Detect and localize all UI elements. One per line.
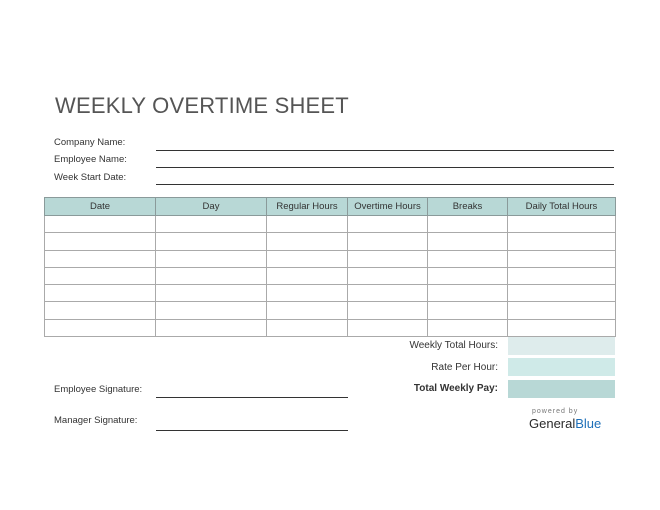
cell-day[interactable] [156,319,267,336]
cell-overtime-hours[interactable] [348,250,428,267]
cell-breaks[interactable] [428,267,508,284]
cell-day[interactable] [156,216,267,233]
cell-day[interactable] [156,302,267,319]
cell-daily-total-hours[interactable] [508,250,616,267]
cell-overtime-hours[interactable] [348,302,428,319]
weekly-total-hours-field[interactable] [508,337,615,355]
week-start-date-field[interactable] [156,184,614,185]
total-weekly-pay-field[interactable] [508,380,615,398]
cell-date[interactable] [45,285,156,302]
cell-overtime-hours[interactable] [348,319,428,336]
column-header-overtime-hours: Overtime Hours [348,198,428,216]
cell-daily-total-hours[interactable] [508,216,616,233]
employee-signature-field[interactable] [156,397,348,398]
cell-date[interactable] [45,216,156,233]
cell-breaks[interactable] [428,233,508,250]
column-header-date: Date [45,198,156,216]
cell-daily-total-hours[interactable] [508,319,616,336]
cell-regular-hours[interactable] [267,285,348,302]
page-title: WEEKLY OVERTIME SHEET [55,93,349,118]
table-row [45,302,616,319]
cell-daily-total-hours[interactable] [508,302,616,319]
week-start-date-label: Week Start Date: [54,172,127,183]
table-row [45,285,616,302]
cell-day[interactable] [156,267,267,284]
cell-regular-hours[interactable] [267,233,348,250]
cell-regular-hours[interactable] [267,319,348,336]
cell-daily-total-hours[interactable] [508,267,616,284]
company-name-field[interactable] [156,150,614,151]
cell-regular-hours[interactable] [267,250,348,267]
brand-blue-text: Blue [575,416,602,431]
cell-overtime-hours[interactable] [348,233,428,250]
column-header-day: Day [156,198,267,216]
cell-date[interactable] [45,233,156,250]
table-row [45,233,616,250]
cell-overtime-hours[interactable] [348,285,428,302]
column-header-regular-hours: Regular Hours [267,198,348,216]
cell-breaks[interactable] [428,319,508,336]
weekly-total-hours-label: Weekly Total Hours: [409,340,498,351]
brand-general-text: General [529,416,576,431]
rate-per-hour-label: Rate Per Hour: [431,362,498,373]
column-header-breaks: Breaks [428,198,508,216]
employee-signature-label: Employee Signature: [54,384,143,395]
cell-day[interactable] [156,250,267,267]
cell-date[interactable] [45,267,156,284]
cell-date[interactable] [45,250,156,267]
total-weekly-pay-label: Total Weekly Pay: [413,383,498,394]
rate-per-hour-field[interactable] [508,358,615,376]
table-row [45,216,616,233]
employee-name-label: Employee Name: [54,154,127,165]
cell-regular-hours[interactable] [267,216,348,233]
cell-regular-hours[interactable] [267,267,348,284]
table-row [45,250,616,267]
cell-breaks[interactable] [428,216,508,233]
table-row [45,319,616,336]
cell-regular-hours[interactable] [267,302,348,319]
powered-by-text: powered by [532,408,579,415]
table-row [45,267,616,284]
manager-signature-label: Manager Signature: [54,415,138,426]
cell-day[interactable] [156,285,267,302]
cell-breaks[interactable] [428,250,508,267]
company-name-label: Company Name: [54,137,126,148]
cell-daily-total-hours[interactable] [508,233,616,250]
cell-overtime-hours[interactable] [348,216,428,233]
overtime-table [44,197,616,337]
employee-name-field[interactable] [156,167,614,168]
cell-date[interactable] [45,302,156,319]
generalblue-logo [529,416,601,431]
cell-day[interactable] [156,233,267,250]
cell-overtime-hours[interactable] [348,267,428,284]
column-header-daily-total-hours: Daily Total Hours [508,198,616,216]
cell-daily-total-hours[interactable] [508,285,616,302]
table-header-row [45,198,616,216]
manager-signature-field[interactable] [156,430,348,431]
cell-breaks[interactable] [428,302,508,319]
cell-date[interactable] [45,319,156,336]
cell-breaks[interactable] [428,285,508,302]
